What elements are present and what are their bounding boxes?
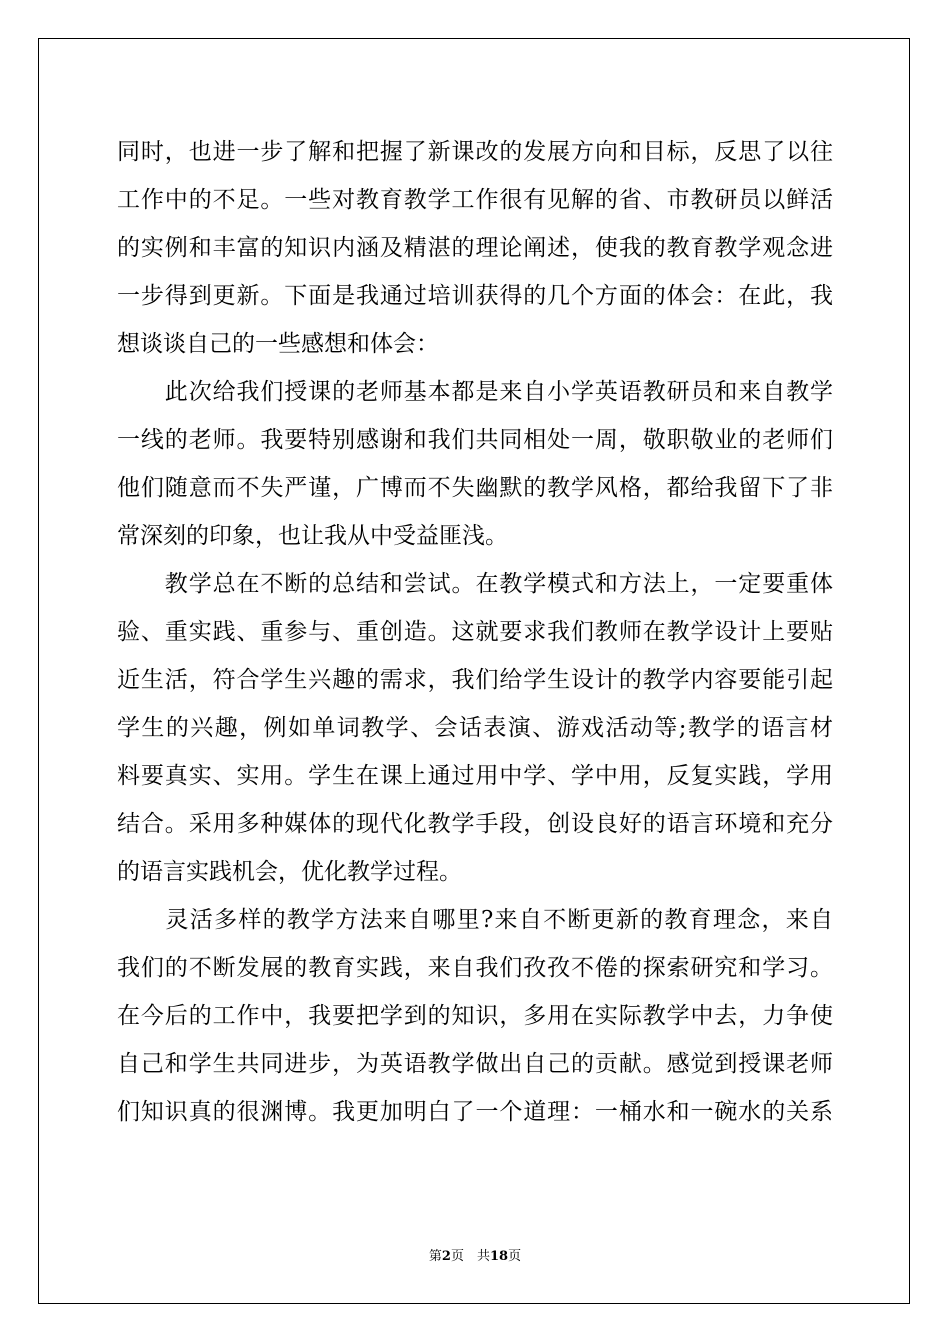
text-line: 在今后的工作中，我要把学到的知识，多用在实际教学中去，力争使: [117, 1003, 833, 1029]
text-line: 一步得到更新。下面是我通过培训获得的几个方面的体会：在此，我: [117, 283, 833, 309]
footer-page-suffix: 页: [450, 1249, 477, 1264]
text-line: 自己和学生共同进步，为英语教学做出自己的贡献。感觉到授课老师: [117, 1051, 833, 1077]
page-footer: [0, 1245, 950, 1264]
text-line: 同时，也进一步了解和把握了新课改的发展方向和目标，反思了以往: [117, 139, 833, 165]
document-body: [117, 128, 833, 1136]
text-line: 工作中的不足。一些对教育教学工作很有见解的省、市教研员以鲜活: [117, 187, 833, 213]
text-line: 的实例和丰富的知识内涵及精湛的理论阐述，使我的教育教学观念进: [117, 235, 833, 261]
footer-page-number: 2: [441, 1249, 451, 1264]
footer-total-suffix: 页: [508, 1249, 522, 1264]
text-line: 灵活多样的教学方法来自哪里?来自不断更新的教育理念，来自: [117, 907, 833, 933]
footer-total-prefix: 共: [476, 1249, 490, 1264]
text-line: 近生活，符合学生兴趣的需求，我们给学生设计的教学内容要能引起: [117, 667, 833, 693]
text-line: 他们随意而不失严谨，广博而不失幽默的教学风格，都给我留下了非: [117, 475, 833, 501]
text-line: 我们的不断发展的教育实践，来自我们孜孜不倦的探索研究和学习。: [117, 955, 833, 981]
text-line: 学生的兴趣，例如单词教学、会话表演、游戏活动等;教学的语言材: [117, 715, 833, 741]
text-line: 此次给我们授课的老师基本都是来自小学英语教研员和来自教学: [117, 379, 833, 405]
text-line: 的语言实践机会，优化教学过程。: [117, 859, 462, 885]
text-line: 们知识真的很渊博。我更加明白了一个道理：一桶水和一碗水的关系: [117, 1099, 833, 1125]
footer-total-pages: 18: [489, 1249, 509, 1264]
text-line: 常深刻的印象，也让我从中受益匪浅。: [117, 523, 508, 549]
text-line: 结合。采用多种媒体的现代化教学手段，创设良好的语言环境和充分: [117, 811, 833, 837]
text-line: 料要真实、实用。学生在课上通过用中学、学中用，反复实践，学用: [117, 763, 833, 789]
text-line: 想谈谈自己的一些感想和体会：: [117, 331, 439, 357]
text-line: 教学总在不断的总结和尝试。在教学模式和方法上，一定要重体: [117, 571, 833, 597]
footer-page-prefix: 第: [428, 1249, 442, 1264]
text-line: 验、重实践、重参与、重创造。这就要求我们教师在教学设计上要贴: [117, 619, 833, 645]
text-line: 一线的老师。我要特别感谢和我们共同相处一周，敬职敬业的老师们: [117, 427, 833, 453]
